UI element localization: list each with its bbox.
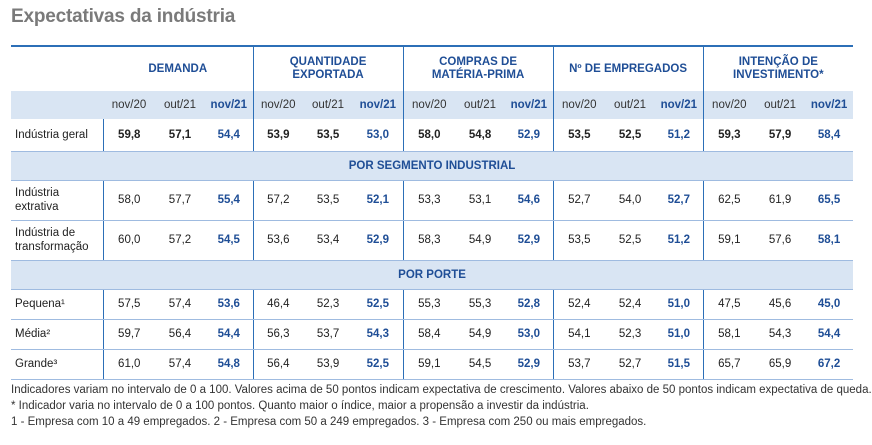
table-cell: 52,8: [505, 289, 553, 319]
table-cell: 51,0: [655, 289, 703, 319]
table-cell: 57,1: [155, 119, 205, 151]
table-cell: 52,3: [303, 289, 353, 319]
table-cell: 51,5: [655, 349, 703, 379]
table-cell: 57,4: [155, 289, 205, 319]
table-cell: 52,9: [505, 220, 553, 260]
footnotes: [11, 382, 872, 430]
period-header-current: nov/21: [505, 91, 553, 119]
table-cell: 54,5: [205, 220, 253, 260]
period-header: nov/20: [253, 91, 303, 119]
period-header-current: nov/21: [655, 91, 703, 119]
table-cell: 52,1: [353, 180, 403, 220]
table-cell: 57,6: [755, 220, 805, 260]
table-cell: 52,7: [553, 180, 605, 220]
table-row: [11, 180, 853, 220]
table-cell: 53,7: [303, 319, 353, 349]
table-cell: 58,0: [103, 180, 155, 220]
footnote: 1 - Empresa com 10 a 49 empregados. 2 - Empresa com 50 a 249 empregados. 3 - Empresa com 250 ou mais empregados.: [11, 416, 647, 428]
table-cell: 57,9: [755, 119, 805, 151]
footnote: * Indicador varia no intervalo de 0 a 100 pontos. Quanto maior o índice, maior a propensão a investir da indústria.: [11, 400, 589, 412]
table-cell: 58,4: [805, 119, 853, 151]
period-header: nov/20: [703, 91, 755, 119]
table-cell: 56,3: [253, 319, 303, 349]
table-cell: 54,3: [755, 319, 805, 349]
table-cell: 53,5: [303, 180, 353, 220]
group-header-demanda: DEMANDA: [148, 62, 208, 75]
period-header: out/21: [455, 91, 505, 119]
table-cell: 62,5: [703, 180, 755, 220]
table-cell: 53,9: [253, 119, 303, 151]
table-cell: 54,1: [553, 319, 605, 349]
section-header-row: [11, 151, 853, 180]
table-cell: 45,0: [805, 289, 853, 319]
table-cell: 55,3: [455, 289, 505, 319]
group-header-row: [11, 47, 853, 91]
expectations-table: [11, 47, 853, 380]
table-cell: 51,2: [655, 119, 703, 151]
table-cell: 59,1: [703, 220, 755, 260]
table-cell: 54,4: [205, 319, 253, 349]
page-title: Expectativas da indústria: [11, 6, 236, 27]
table-cell: 58,1: [805, 220, 853, 260]
expectations-table-container: [11, 45, 853, 380]
row-label: Indústria geral: [11, 119, 103, 151]
section-header-row: [11, 260, 853, 289]
table-cell: 57,5: [103, 289, 155, 319]
period-header-current: nov/21: [205, 91, 253, 119]
section-header-size: POR PORTE: [11, 260, 853, 289]
period-header-current: nov/21: [805, 91, 853, 119]
table-cell: 53,4: [303, 220, 353, 260]
table-cell: 55,4: [205, 180, 253, 220]
table-cell: 56,4: [253, 349, 303, 379]
table-cell: 65,9: [755, 349, 805, 379]
table-cell: 59,1: [403, 349, 455, 379]
section-header-segment: POR SEGMENTO INDUSTRIAL: [11, 151, 853, 180]
period-header: out/21: [605, 91, 655, 119]
table-cell: 54,9: [455, 220, 505, 260]
group-header-quantidade-exportada: QUANTIDADE EXPORTADA: [253, 47, 403, 91]
table-cell: 58,0: [403, 119, 455, 151]
table-cell: 53,5: [553, 220, 605, 260]
table-cell: 59,7: [103, 319, 155, 349]
table-cell: 59,8: [103, 119, 155, 151]
table-row: [11, 220, 853, 260]
table-cell: 58,3: [403, 220, 455, 260]
table-cell: 52,9: [353, 220, 403, 260]
table-cell: 51,0: [655, 319, 703, 349]
table-cell: 54,6: [505, 180, 553, 220]
period-header-row: [11, 91, 853, 119]
table-cell: 53,5: [553, 119, 605, 151]
table-cell: 46,4: [253, 289, 303, 319]
period-header-current: nov/21: [353, 91, 403, 119]
group-header-investimento: INTENÇÃO DE INVESTIMENTO*: [703, 47, 853, 91]
row-label: Indústria de transformação: [11, 220, 103, 260]
table-cell: 54,9: [455, 319, 505, 349]
table-cell: 54,8: [455, 119, 505, 151]
table-cell: 52,7: [605, 349, 655, 379]
row-label: Indústria extrativa: [11, 180, 103, 220]
table-cell: 53,7: [553, 349, 605, 379]
table-cell: 54,8: [205, 349, 253, 379]
table-cell: 55,3: [403, 289, 455, 319]
table-row: [11, 119, 853, 151]
row-label: Pequena¹: [11, 289, 103, 319]
table-cell: 52,5: [353, 289, 403, 319]
table-cell: 52,5: [605, 220, 655, 260]
period-header: nov/20: [553, 91, 605, 119]
period-header: out/21: [303, 91, 353, 119]
table-cell: 45,6: [755, 289, 805, 319]
table-cell: 54,5: [455, 349, 505, 379]
table-cell: 53,5: [303, 119, 353, 151]
table-cell: 58,1: [703, 319, 755, 349]
table-cell: 52,5: [605, 119, 655, 151]
row-label: Grande³: [11, 349, 103, 379]
footnote: Indicadores variam no intervalo de 0 a 100. Valores acima de 50 pontos indicam expectativa de crescimento. Valores abaixo de 50 pontos indicam expectativa de queda.: [11, 384, 872, 396]
table-cell: 57,4: [155, 349, 205, 379]
period-header: nov/20: [403, 91, 455, 119]
table-cell: 53,0: [505, 319, 553, 349]
table-cell: 56,4: [155, 319, 205, 349]
table-cell: 67,2: [805, 349, 853, 379]
table-cell: 52,9: [505, 349, 553, 379]
table-cell: 53,6: [253, 220, 303, 260]
table-cell: 65,5: [805, 180, 853, 220]
table-cell: 61,9: [755, 180, 805, 220]
table-cell: 54,0: [605, 180, 655, 220]
table-cell: 52,5: [353, 349, 403, 379]
table-cell: 53,0: [353, 119, 403, 151]
table-cell: 52,9: [505, 119, 553, 151]
table-cell: 53,1: [455, 180, 505, 220]
table-cell: 51,2: [655, 220, 703, 260]
table-cell: 61,0: [103, 349, 155, 379]
table-cell: 65,7: [703, 349, 755, 379]
table-row: [11, 319, 853, 349]
period-header: nov/20: [103, 91, 155, 119]
header-corner: [11, 47, 103, 91]
table-cell: 53,9: [303, 349, 353, 379]
table-cell: 52,3: [605, 319, 655, 349]
row-label: Média²: [11, 319, 103, 349]
table-cell: 54,4: [805, 319, 853, 349]
table-cell: 59,3: [703, 119, 755, 151]
table-cell: 53,3: [403, 180, 455, 220]
table-cell: 60,0: [103, 220, 155, 260]
table-row: [11, 349, 853, 379]
period-header: out/21: [155, 91, 205, 119]
table-cell: 52,7: [655, 180, 703, 220]
table-cell: 54,3: [353, 319, 403, 349]
table-row: [11, 289, 853, 319]
table-cell: 52,4: [553, 289, 605, 319]
table-cell: 47,5: [703, 289, 755, 319]
table-cell: 52,4: [605, 289, 655, 319]
table-cell: 54,4: [205, 119, 253, 151]
table-cell: 57,2: [253, 180, 303, 220]
table-cell: 57,7: [155, 180, 205, 220]
table-cell: 57,2: [155, 220, 205, 260]
group-header-compras-materia-prima: COMPRAS DE MATÉRIA-PRIMA: [403, 47, 553, 91]
table-cell: 58,4: [403, 319, 455, 349]
group-header-empregados: Nº DE EMPREGADOS: [553, 47, 703, 91]
period-header: out/21: [755, 91, 805, 119]
table-cell: 53,6: [205, 289, 253, 319]
period-header-corner: [11, 91, 103, 119]
